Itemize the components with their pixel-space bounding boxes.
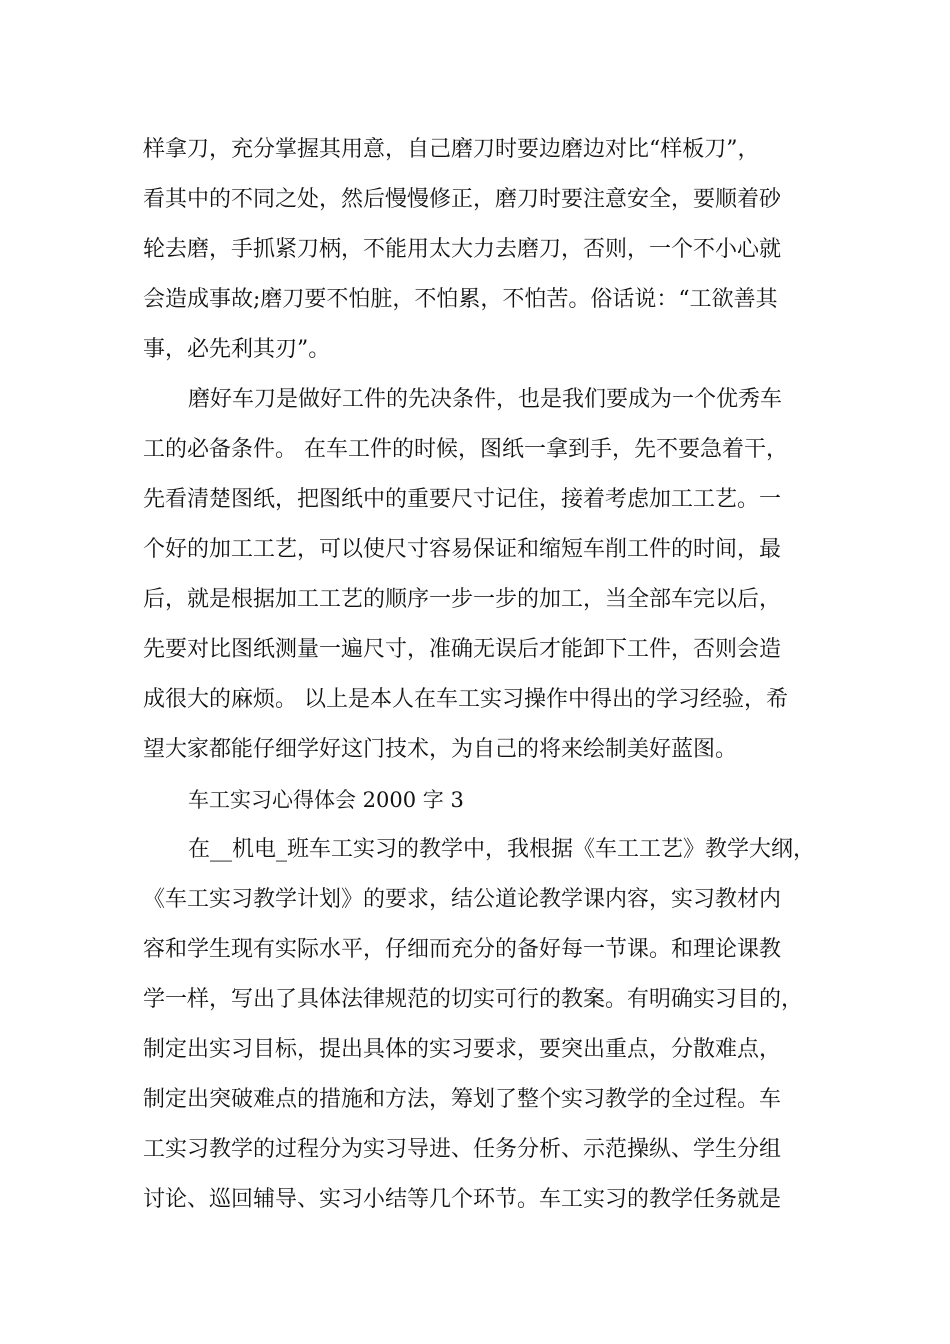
text-line: 《车工实习教学计划》的要求，结公道论教学课内容，实习教材内	[143, 887, 782, 912]
document-body	[143, 125, 816, 1225]
text-line: 工的必备条件。 在车工件的时候，图纸一拿到手，先不要急着干，	[143, 437, 788, 462]
text-line: 先要对比图纸测量一遍尺寸，准确无误后才能卸下工件，否则会造	[143, 637, 782, 662]
text-line: 先看清楚图纸，把图纸中的重要尺寸记住，接着考虑加工工艺。一	[143, 487, 782, 512]
text-line: 事，必先利其刃”。	[143, 337, 331, 362]
text-line: 容和学生现有实际水平，仔细而充分的备好每一节课。和理论课教	[143, 937, 782, 962]
paragraph	[143, 825, 816, 1225]
text-line: 磨好车刀是做好工件的先决条件，也是我们要成为一个优秀车	[188, 387, 783, 412]
text-line: 工实习教学的过程分为实习导进、任务分析、示范操纵、学生分组	[143, 1137, 782, 1162]
section-heading	[143, 775, 813, 825]
text-line: 样拿刀，充分掌握其用意，自己磨刀时要边磨边对比“样板刀”，	[143, 137, 760, 162]
text-line: 在__机电_班车工实习的教学中，我根据《车工工艺》教学大纲，	[188, 837, 816, 862]
text-line: 成很大的麻烦。 以上是本人在车工实习操作中得出的学习经验，希	[143, 687, 788, 712]
paragraph	[143, 375, 813, 775]
text-line: 看其中的不同之处，然后慢慢修正，磨刀时要注意安全，要顺着砂	[143, 187, 782, 212]
heading-text: 车工实习心得体会 2000 字 3	[188, 788, 464, 812]
text-line: 轮去磨，手抓紧刀柄，不能用太大力去磨刀，否则，一个不小心就	[143, 237, 782, 262]
paragraph	[143, 125, 813, 375]
text-line: 制定出突破难点的措施和方法，筹划了整个实习教学的全过程。车	[143, 1087, 782, 1112]
text-line: 学一样，写出了具体法律规范的切实可行的教案。有明确实习目的，	[143, 987, 804, 1012]
text-line: 讨论、巡回辅导、实习小结等几个环节。车工实习的教学任务就是	[143, 1187, 782, 1212]
text-line: 会造成事故;磨刀要不怕脏，不怕累，不怕苦。俗话说：“工欲善其	[143, 287, 778, 312]
text-line: 个好的加工工艺，可以使尺寸容易保证和缩短车削工件的时间，最	[143, 537, 782, 562]
text-line: 制定出实习目标，提出具体的实习要求，要突出重点，分散难点，	[143, 1037, 782, 1062]
text-line: 后，就是根据加工工艺的顺序一步一步的加工，当全部车完以后，	[143, 587, 782, 612]
text-line: 望大家都能仔细学好这门技术，为自己的将来绘制美好蓝图。	[143, 737, 738, 762]
